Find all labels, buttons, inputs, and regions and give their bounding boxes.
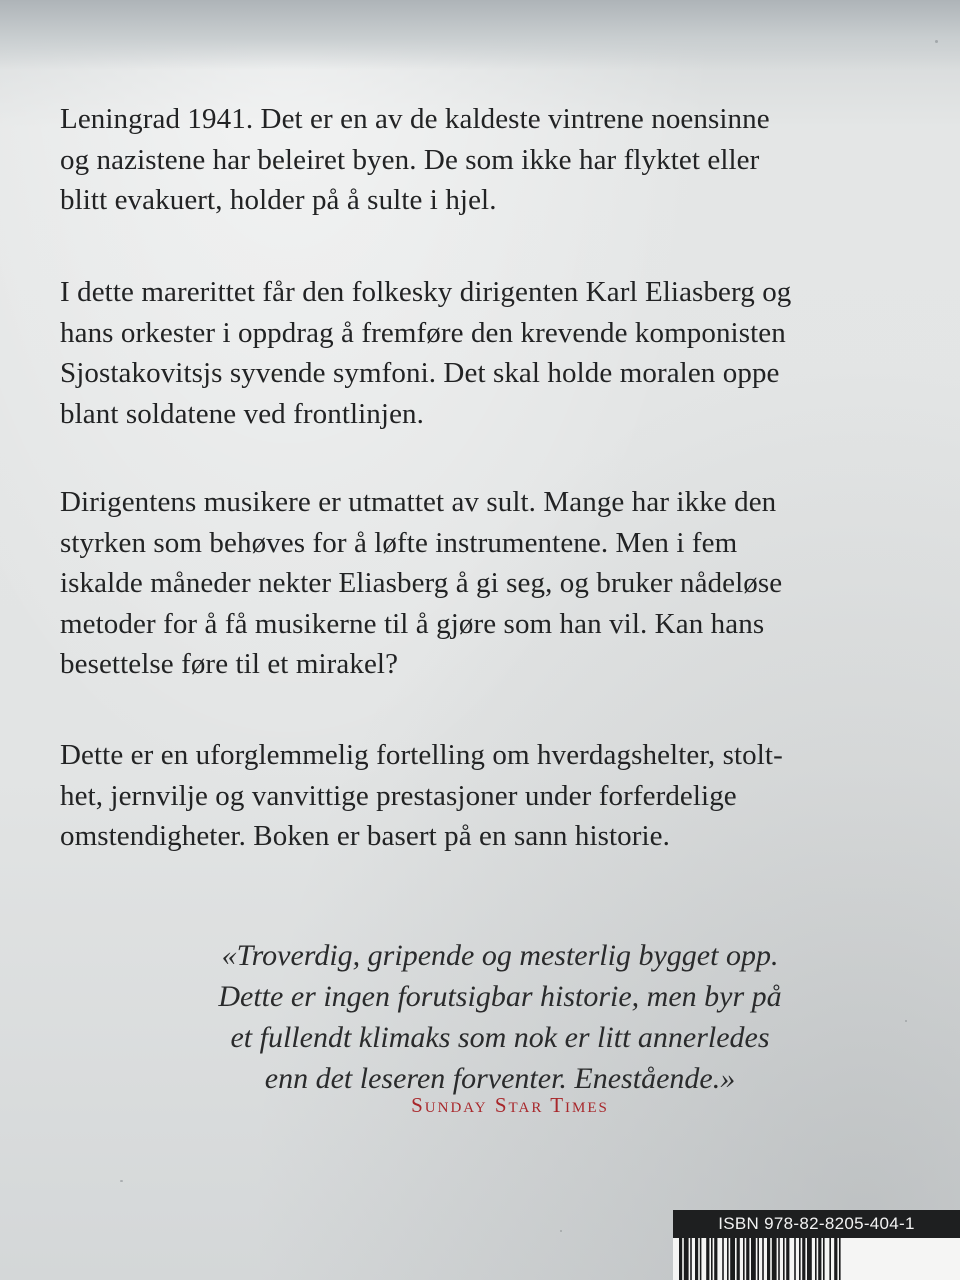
barcode-bar bbox=[783, 1238, 785, 1280]
barcode-bar bbox=[794, 1238, 796, 1280]
paper-speck bbox=[560, 1230, 562, 1232]
barcode-bar bbox=[711, 1238, 713, 1280]
barcode-bar bbox=[757, 1238, 759, 1280]
barcode-bar bbox=[839, 1238, 841, 1280]
barcode-bar bbox=[737, 1238, 740, 1280]
blurb-paragraph-1 bbox=[60, 99, 920, 221]
blurb-paragraph-3 bbox=[60, 482, 920, 685]
barcode-bar bbox=[807, 1238, 812, 1280]
isbn-label: ISBN 978-82-8205-404-1 bbox=[673, 1210, 960, 1238]
barcode bbox=[673, 1238, 960, 1280]
barcode-bar bbox=[762, 1238, 764, 1280]
barcode-bar bbox=[679, 1238, 682, 1280]
barcode-bar bbox=[834, 1238, 837, 1280]
barcode-bar bbox=[767, 1238, 770, 1280]
review-quote: «Troverdig, gripende og mesterlig bygget opp. Dette er ingen forutsigbar historie, men byr på et fullendt klimaks som nok er litt annerledes enn det leseren forventer. Enestående.» bbox=[218, 939, 782, 1095]
barcode-bar bbox=[823, 1238, 825, 1280]
cover-top-shading bbox=[0, 0, 960, 70]
barcode-bar bbox=[722, 1238, 724, 1280]
barcode-bar bbox=[714, 1238, 717, 1280]
barcode-bar bbox=[700, 1238, 702, 1280]
barcode-bar bbox=[829, 1238, 831, 1280]
barcode-bar bbox=[786, 1238, 789, 1280]
paper-speck bbox=[935, 40, 938, 43]
blurb-paragraph-2 bbox=[60, 272, 920, 434]
blurb-text: I dette marerittet får den folkesky dirigenten Karl Eliasberg og hans orkester i oppdrag å fremføre den krevende komponisten Sjostakovitsjs syvende symfoni. Det skal holde moralen oppe blant soldatene ved frontlinjen. bbox=[60, 276, 792, 430]
barcode-bar bbox=[818, 1238, 821, 1280]
blurb-text: Leningrad 1941. Det er en av de kaldeste vintrene noensinne og nazistene har beleiret byen. De som ikke har flyktet eller blitt evakuert, holder på å sulte i hjel. bbox=[60, 103, 770, 216]
review-attribution: Sunday Star Times bbox=[411, 1093, 609, 1117]
barcode-bar bbox=[751, 1238, 756, 1280]
barcode-bar bbox=[799, 1238, 801, 1280]
barcode-bar bbox=[727, 1238, 729, 1280]
barcode-bar bbox=[778, 1238, 780, 1280]
blurb-text: Dette er en uforglemmelig fortelling om hverdagshelter, stolt- het, jernvilje og vanvittige prestasjoner under forferdelige omstendigheter. Boken er basert på en sann historie. bbox=[60, 739, 783, 852]
barcode-bar bbox=[815, 1238, 817, 1280]
barcode-bar bbox=[743, 1238, 745, 1280]
barcode-bar bbox=[690, 1238, 692, 1280]
paper-speck bbox=[120, 1180, 123, 1182]
barcode-bar bbox=[772, 1238, 777, 1280]
barcode-bar bbox=[684, 1238, 689, 1280]
barcode-bar bbox=[802, 1238, 805, 1280]
barcode-bars bbox=[673, 1238, 960, 1280]
barcode-bar bbox=[706, 1238, 709, 1280]
paper-speck bbox=[905, 1020, 907, 1022]
barcode-bar bbox=[730, 1238, 735, 1280]
blurb-text: Dirigentens musikere er utmattet av sult. Mange har ikke den styrken som behøves for å løfte instrumentene. Men i fem iskalde måneder nekter Eliasberg å gi seg, og bruker nådeløse metoder for å få musikerne til å gjøre som han vil. Kan hans besettelse føre til et mirakel? bbox=[60, 486, 783, 680]
blurb-paragraph-4 bbox=[60, 735, 920, 857]
barcode-bar bbox=[695, 1238, 698, 1280]
barcode-bar bbox=[746, 1238, 749, 1280]
